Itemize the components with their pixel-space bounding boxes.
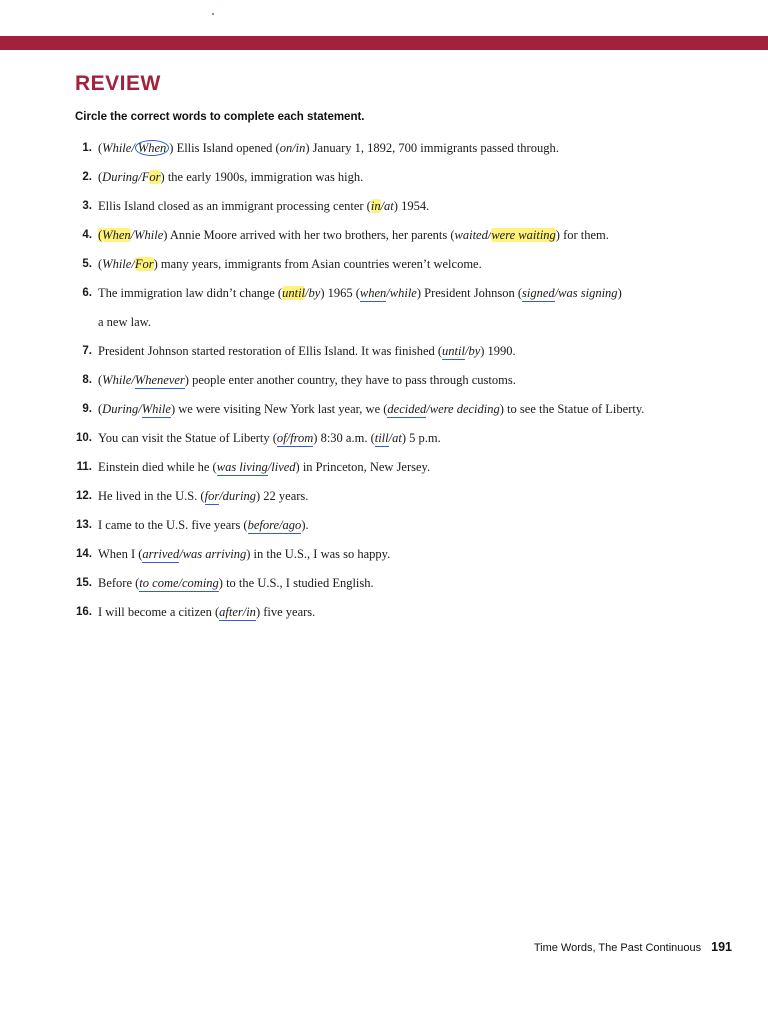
underlined-answer[interactable]: decided xyxy=(387,402,427,416)
header-banner xyxy=(0,36,768,50)
item-text: I will become a citizen (after/in) five years. xyxy=(98,605,316,619)
underlined-answer[interactable]: of/from xyxy=(276,431,314,445)
stray-dot xyxy=(212,13,214,15)
underlined-answer[interactable]: While xyxy=(141,402,171,416)
highlighted-answer[interactable]: When xyxy=(102,228,131,242)
item-text: (During/For) the early 1900s, immigration was high. xyxy=(98,170,364,184)
item-text: I came to the U.S. five years (before/ago). xyxy=(98,518,309,532)
chapter-title: Time Words, The Past Continuous xyxy=(533,942,702,954)
page-footer xyxy=(534,940,732,954)
item-continuation: a new law. xyxy=(98,315,151,329)
underlined-answer[interactable]: arrived xyxy=(142,547,180,561)
highlighted-answer[interactable]: For xyxy=(134,257,154,271)
item-text: (While/Whenever) people enter another country, they have to pass through customs. xyxy=(98,373,516,387)
item-text: When I (arrived/was arriving) in the U.S., I was so happy. xyxy=(98,547,391,561)
underlined-answer[interactable]: signed xyxy=(522,286,555,300)
highlighted-answer[interactable]: were waiting xyxy=(491,228,556,242)
page-title: REVIEW xyxy=(75,72,161,95)
item-text: (While/For) many years, immigrants from Asian countries weren’t welcome. xyxy=(98,257,482,271)
underlined-answer[interactable]: was living xyxy=(216,460,268,474)
item-text: (While/ When ) Ellis Island opened (on/in) January 1, 1892, 700 immigrants passed through. xyxy=(98,141,559,155)
item-text: Einstein died while he (was living/lived) in Princeton, New Jersey. xyxy=(98,460,431,474)
highlighted-answer[interactable]: or xyxy=(149,170,161,184)
item-text: Ellis Island closed as an immigrant processing center (in/at) 1954. xyxy=(98,199,430,213)
underlined-answer[interactable]: till xyxy=(374,431,389,445)
underlined-answer[interactable]: to come/coming xyxy=(139,576,219,590)
circled-answer[interactable]: When xyxy=(135,140,169,156)
item-text: The immigration law didn’t change (until/by) 1965 (when/while) President Johnson (signed/was signing) xyxy=(98,286,622,300)
underlined-answer[interactable]: when xyxy=(359,286,387,300)
underlined-answer[interactable]: until xyxy=(442,344,465,358)
page-number: 191 xyxy=(711,940,732,954)
item-text: He lived in the U.S. (for/during) 22 years. xyxy=(98,489,309,503)
item-text: President Johnson started restoration of Ellis Island. It was finished (until/by) 1990. xyxy=(98,344,516,358)
highlighted-answer[interactable]: in xyxy=(370,199,381,213)
item-text: Before (to come/coming) to the U.S., I studied English. xyxy=(98,576,374,590)
highlighted-answer[interactable]: until xyxy=(282,286,306,300)
instructions: Circle the correct words to complete each statement. xyxy=(75,111,365,123)
item-text: (During/While) we were visiting New York last year, we (decided/were deciding) to see the Statue of Liberty. xyxy=(98,402,645,416)
item-text: (When/While) Annie Moore arrived with her two brothers, her parents (waited/were waiting) for them. xyxy=(98,228,609,242)
underlined-answer[interactable]: before/ago xyxy=(247,518,302,532)
item-text: You can visit the Statue of Liberty (of/from) 8:30 a.m. (till/at) 5 p.m. xyxy=(98,431,441,445)
underlined-answer[interactable]: for xyxy=(204,489,220,503)
underlined-answer[interactable]: after/in xyxy=(219,605,256,619)
underlined-answer[interactable]: Whenever xyxy=(134,373,185,387)
